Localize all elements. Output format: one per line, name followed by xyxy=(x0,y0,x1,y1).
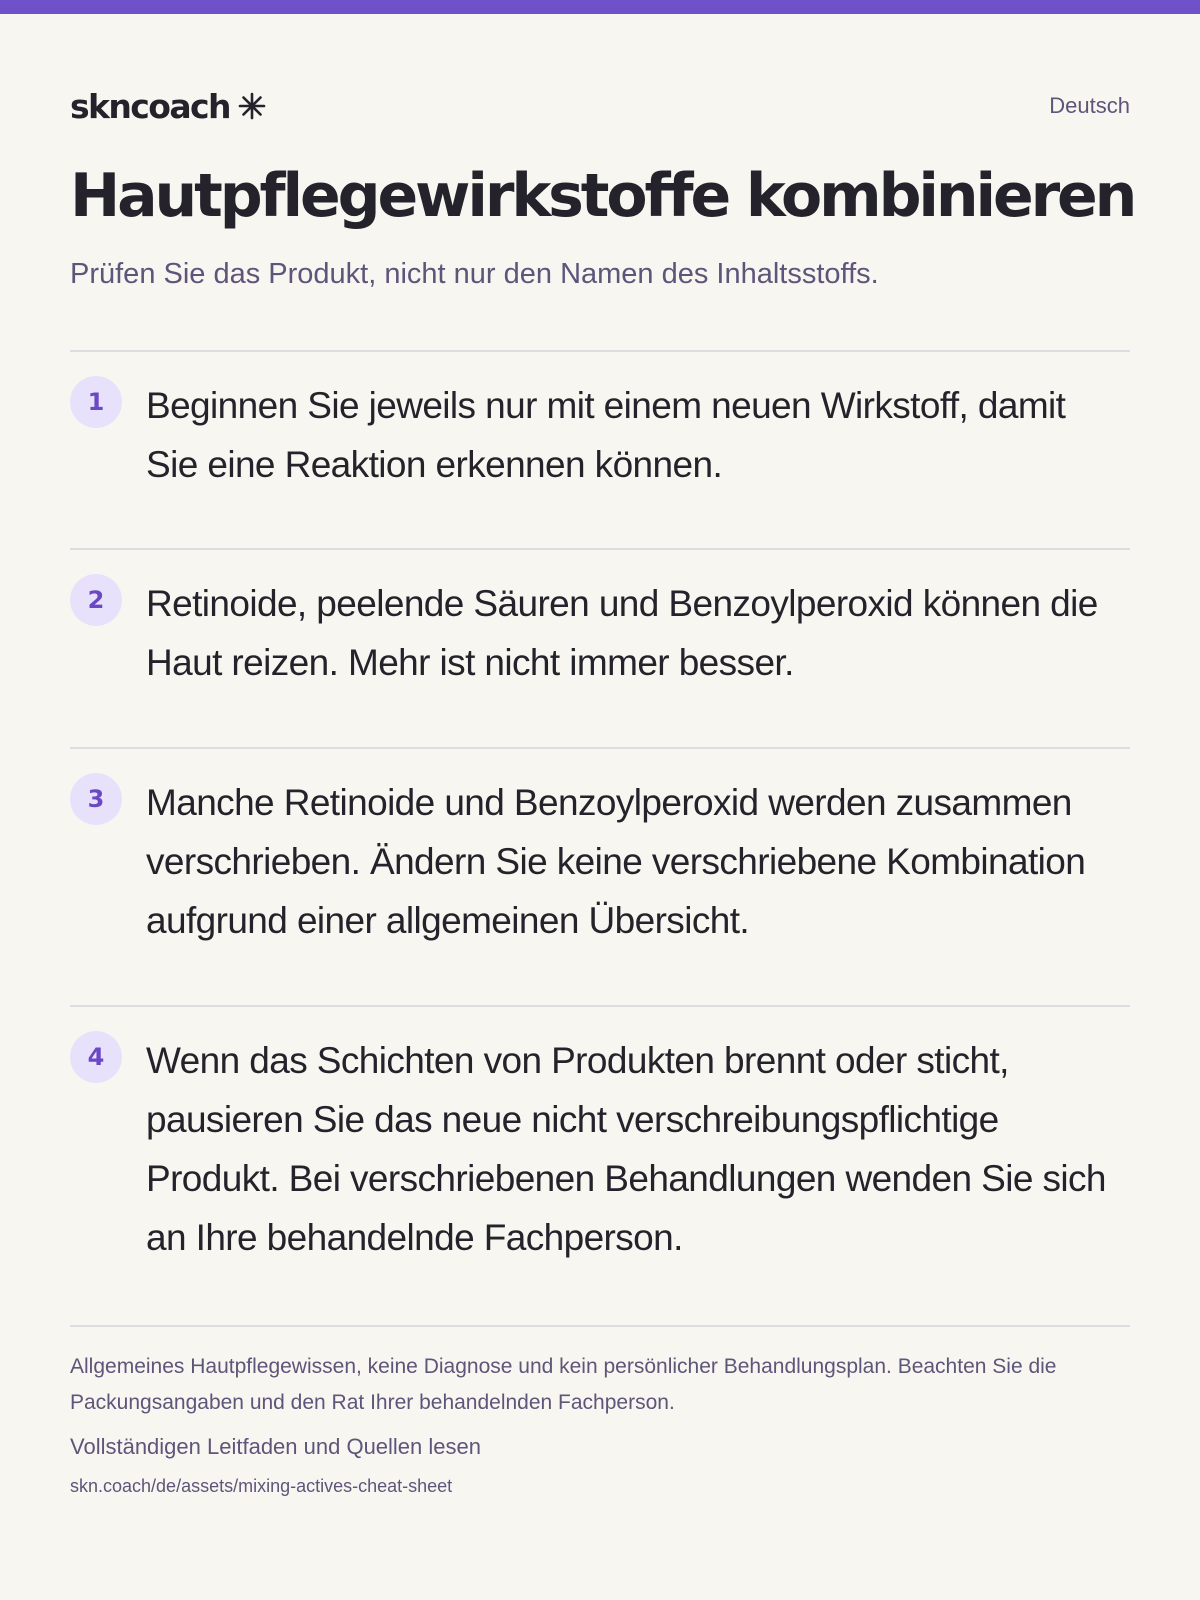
tip-text: Beginnen Sie jeweils nur mit einem neuen Wirkstoff, damit Sie eine Reaktion erkennen können. xyxy=(146,385,1066,485)
tip-item xyxy=(70,1007,1130,1327)
tip-item xyxy=(70,550,1130,749)
tips-list xyxy=(70,350,1130,1327)
tip-number-badge: 2 xyxy=(70,574,122,626)
page-title: Hautpflegewirkstoffe kombinieren xyxy=(70,161,1135,231)
page-subtitle: Prüfen Sie das Produkt, nicht nur den Namen des Inhaltsstoffs. xyxy=(70,258,879,290)
cheat-sheet-page xyxy=(70,14,1135,1499)
disclaimer-text: Allgemeines Hautpflegewissen, keine Diagnose und kein persönlicher Behandlungsplan. Beachten Sie die Packungsangaben und den Rat Ihrer behandelnden Fachperson. xyxy=(70,1355,1057,1414)
accent-top-bar xyxy=(0,0,1200,14)
full-guide-link[interactable]: Vollständigen Leitfaden und Quellen lesen xyxy=(70,1434,481,1459)
footer xyxy=(70,1349,1130,1499)
tip-text: Manche Retinoide und Benzoylperoxid werden zusammen verschrieben. Ändern Sie keine verschriebene Kombination aufgrund einer allgemeinen Übersicht. xyxy=(146,782,1086,941)
header xyxy=(70,88,1130,124)
tip-item xyxy=(70,749,1130,1007)
tip-number-badge: 1 xyxy=(70,376,122,428)
tip-text: Retinoide, peelende Säuren und Benzoylperoxid können die Haut reizen. Mehr ist nicht immer besser. xyxy=(146,583,1098,683)
language-label[interactable]: Deutsch xyxy=(1049,93,1130,118)
asterisk-icon xyxy=(238,92,266,120)
tip-item xyxy=(70,352,1130,550)
tip-number-badge: 3 xyxy=(70,773,122,825)
brand-logo[interactable] xyxy=(70,87,266,126)
tip-text: Wenn das Schichten von Produkten brennt oder sticht, pausieren Sie das neue nicht verschreibungspflichtige Produkt. Bei verschriebenen Behandlungen wenden Sie sich an Ihre behandelnde Fachperson. xyxy=(146,1040,1106,1258)
source-url: skn.coach/de/assets/mixing-actives-cheat-sheet xyxy=(70,1476,453,1496)
tip-number-badge: 4 xyxy=(70,1031,122,1083)
brand-name: skncoach xyxy=(70,86,230,126)
